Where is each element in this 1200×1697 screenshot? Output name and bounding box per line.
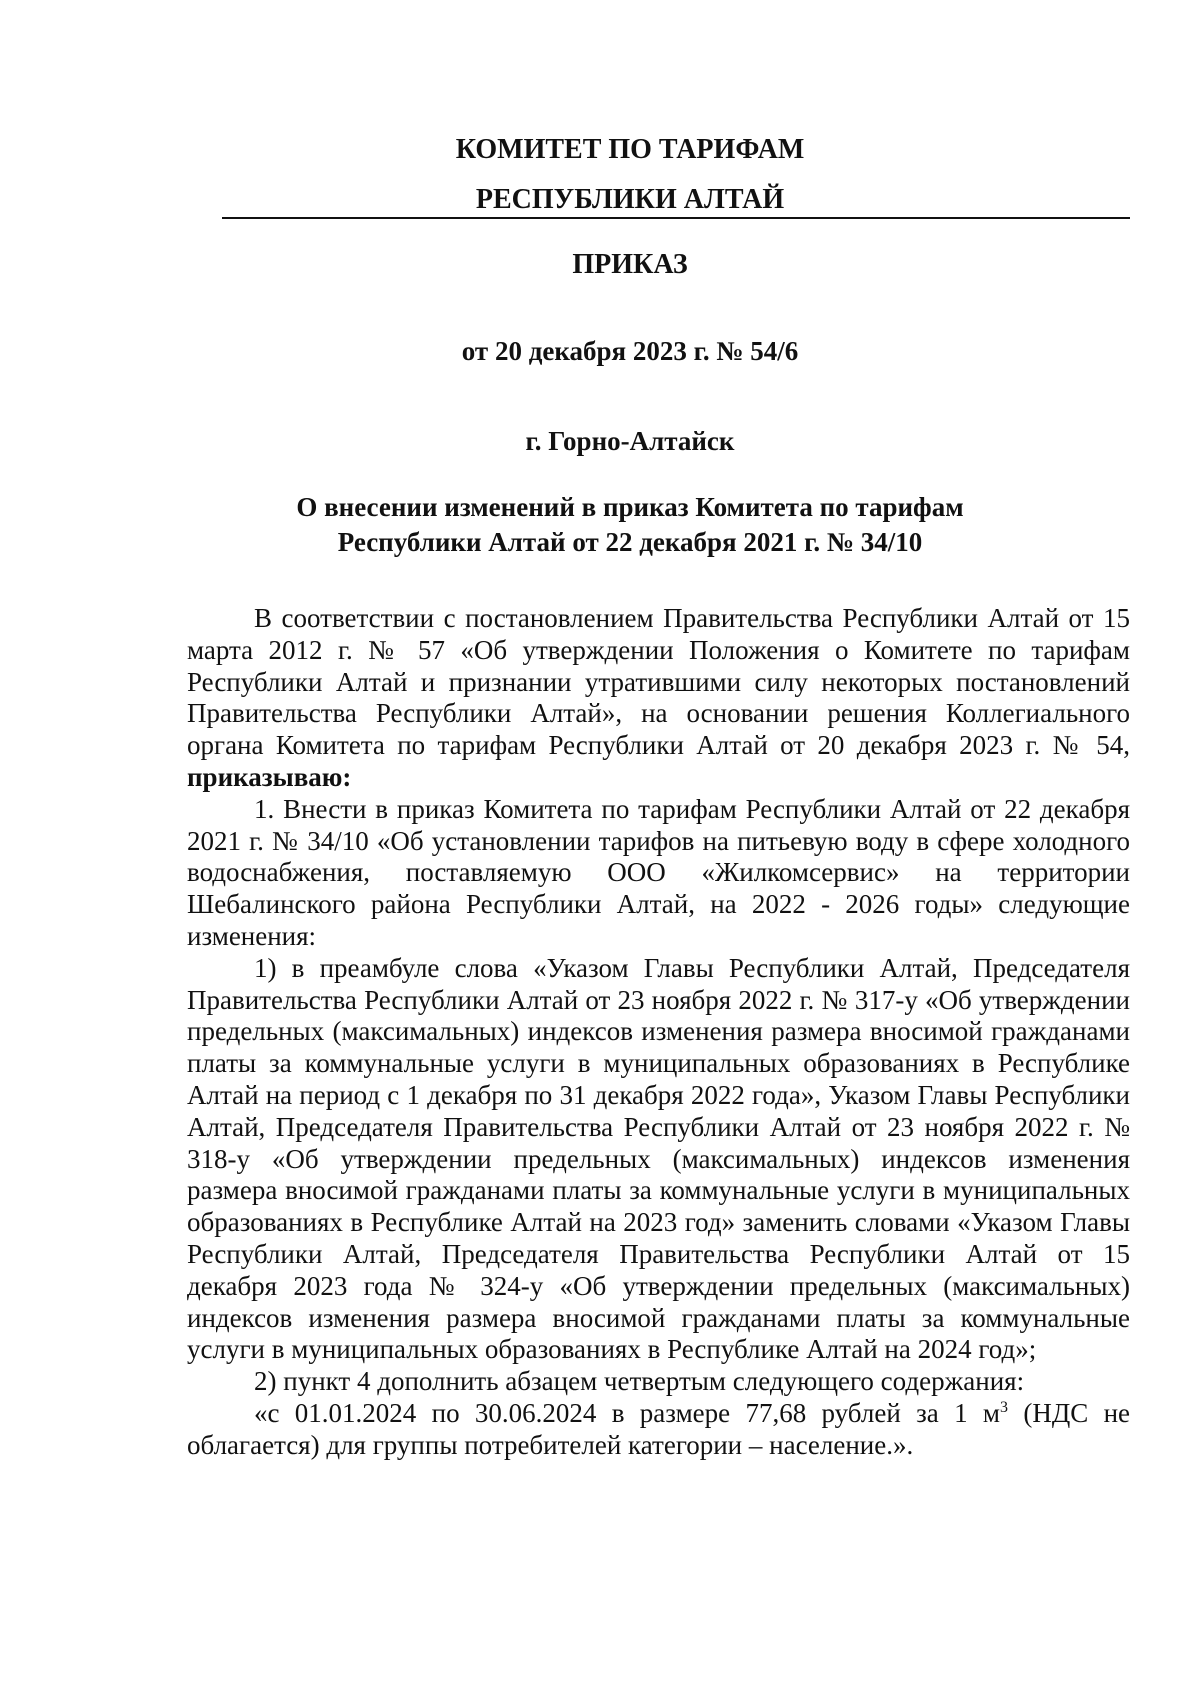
cubic-superscript: 3 xyxy=(1000,1398,1008,1416)
header-divider xyxy=(222,217,1130,219)
item-1-2-paragraph: 2) пункт 4 дополнить абзацем четвертым следующего содержания: xyxy=(254,1366,1025,1397)
preamble-decree-word: приказываю: xyxy=(187,761,352,792)
subject-line1: О внесении изменений в приказ Комитета по тарифам xyxy=(296,492,964,522)
order-date-number: от 20 декабря 2023 г. № 54/6 xyxy=(461,336,799,366)
item-1-1-paragraph: 1) в преамбуле слова «Указом Главы Республики Алтай, Председателя Правительства Республики Алтай от 23 ноября 2022 г. № 317-у «Об утверждении предельных (максимальных) индексов изменения размера вносимой гражданами платы за коммунальные услуги в муниципальных образованиях в Республике Алтай на период с 1 декабря по 31 декабря 2022 года», Указом Главы Республики Алтай, Председателя Правительства Республики Алтай от 23 ноября 2022 г. № 318-у «Об утверждении предельных (максимальных) индексов изменения размера вносимой гражданами платы за коммунальные услуги в муниципальных образованиях в Республике Алтай на 2023 год» заменить словами «Указом Главы Республики Алтай, Председателя Правительства Республики Алтай от 15 декабря 2023 года № 324-у «Об утверждении предельных (максимальных) индексов изменения размера вносимой гражданами платы за коммунальные услуги в муниципальных образованиях в Республике Алтай на 2024 год»; xyxy=(187,952,1130,1365)
committee-name-line1: КОМИТЕТ ПО ТАРИФАМ xyxy=(455,134,805,165)
preamble-text: В соответствии с постановлением Правительства Республики Алтай от 15 марта 2012 г. № 57 «Об утверждении Положения о Комитете по тарифам Республики Алтай и признании утратившими силу некоторых постановлений Правительства Республики Алтай», на основании решения Коллегиального органа Комитета по тарифам Республики Алтай от 20 декабря 2023 г. № 54, xyxy=(187,603,1130,761)
order-city: г. Горно-Алтайск xyxy=(525,426,735,456)
order-body xyxy=(187,603,1130,1462)
quote-text-part1: «с 01.01.2024 по 30.06.2024 в размере 77,68 рублей за 1 м xyxy=(254,1397,1000,1428)
order-title: ПРИКАЗ xyxy=(572,249,688,280)
committee-name-line2: РЕСПУБЛИКИ АЛТАЙ xyxy=(475,184,785,215)
preamble-paragraph xyxy=(187,603,1130,794)
subject-line2: Республики Алтай от 22 декабря 2021 г. № 34/10 xyxy=(337,527,923,557)
order-subject xyxy=(30,490,1200,560)
quote-text-part2: (НДС не облагается) для группы потребителей категории – население.». xyxy=(187,1397,1130,1460)
amendment-quote-paragraph xyxy=(187,1398,1130,1462)
item-1-paragraph: 1. Внести в приказ Комитета по тарифам Республики Алтай от 22 декабря 2021 г. № 34/10 «Об установлении тарифов на питьевую воду в сфере холодного водоснабжения, поставляемую ООО «Жилкомсервис» на территории Шебалинского района Республики Алтай, на 2022 - 2026 годы» следующие изменения: xyxy=(187,793,1130,951)
